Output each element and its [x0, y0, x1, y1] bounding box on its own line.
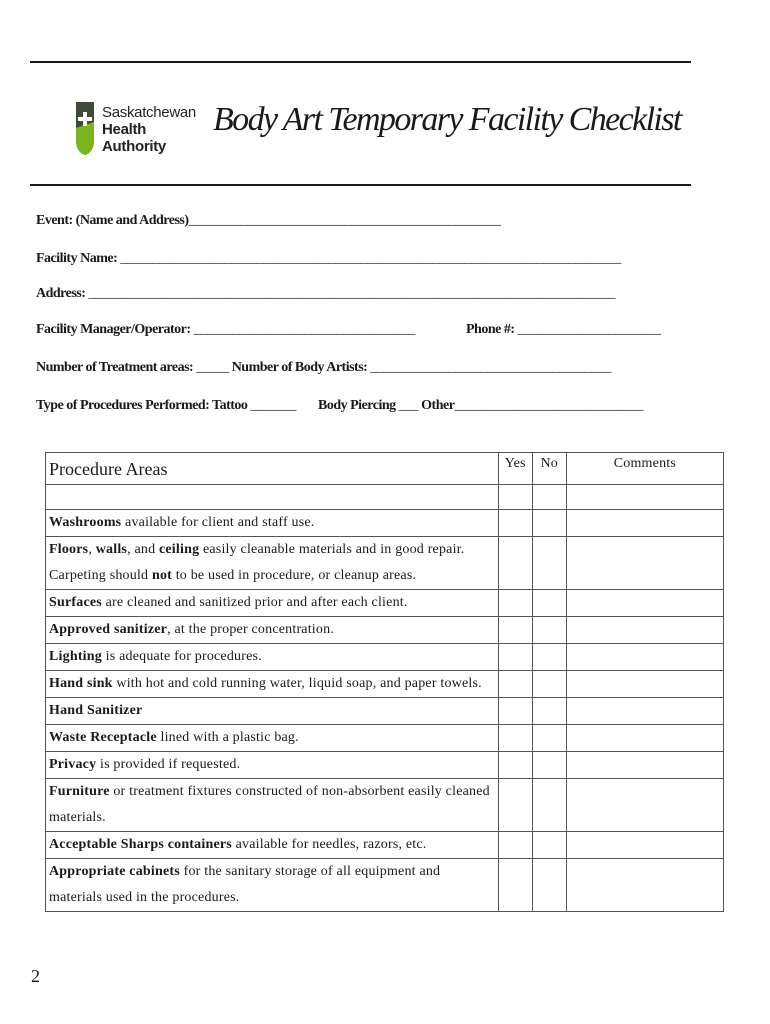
page-title: Body Art Temporary Facility Checklist [213, 101, 681, 138]
no-checkbox[interactable] [532, 832, 566, 859]
item-text: is adequate for procedures. [101, 649, 262, 664]
blank-cell [46, 485, 499, 510]
procedure-cell [46, 510, 499, 537]
piercing-label: Body Piercing [318, 398, 399, 413]
cross-shield-icon [74, 100, 96, 156]
item-bold: Washrooms [49, 515, 122, 530]
procedure-cell [46, 590, 499, 617]
comments-cell[interactable] [566, 644, 723, 671]
item-text: for the sanitary storage of all equipment and materials used in the procedures. [49, 864, 441, 905]
item-bold: Surfaces [49, 595, 102, 610]
yes-checkbox[interactable] [498, 537, 532, 590]
yes-checkbox[interactable] [498, 752, 532, 779]
item-text: available for client and staff use. [121, 515, 315, 530]
address-field[interactable] [36, 286, 615, 302]
comments-cell[interactable] [566, 671, 723, 698]
address-line[interactable]: _________________________________________________________________________________ [88, 286, 615, 301]
logo-line-2: Health Authority [102, 121, 166, 155]
item-bold: Furniture [49, 784, 110, 799]
table-row [46, 725, 724, 752]
no-checkbox[interactable] [532, 752, 566, 779]
procedure-cell [46, 859, 499, 912]
facility-name-line[interactable]: _____________________________________________________________________________ [120, 251, 621, 266]
item-text: with hot and cold running water, liquid soap, and paper towels. [112, 676, 482, 691]
item-bold: Appropriate cabinets [49, 864, 180, 879]
procedure-cell [46, 617, 499, 644]
yes-checkbox[interactable] [498, 644, 532, 671]
checklist-table [45, 452, 724, 912]
piercing-other-field[interactable] [318, 398, 643, 414]
comments-header: Comments [566, 453, 723, 485]
item-text: lined with a plastic bag. [156, 730, 299, 745]
blank-no-cell [532, 485, 566, 510]
table-row [46, 779, 724, 832]
event-line[interactable]: ________________________________________________ [188, 213, 501, 228]
counts-field[interactable] [36, 360, 611, 376]
yes-checkbox[interactable] [498, 671, 532, 698]
comments-cell[interactable] [566, 537, 723, 590]
item-bold: Lighting [49, 649, 102, 664]
no-checkbox[interactable] [532, 590, 566, 617]
item-bold: Approved sanitizer [49, 622, 168, 637]
body-artists-label: Number of Body Artists: [231, 360, 371, 375]
page-header [72, 96, 692, 160]
yes-checkbox[interactable] [498, 832, 532, 859]
top-rule [30, 61, 691, 63]
manager-field[interactable] [36, 322, 415, 338]
procedure-cell [46, 537, 499, 590]
item-text: , [88, 542, 96, 557]
table-row [46, 537, 724, 590]
item-bold: Hand Sanitizer [49, 703, 143, 718]
item-text: to be used in procedure, or cleanup areas. [172, 568, 417, 583]
table-row [46, 590, 724, 617]
no-checkbox[interactable] [532, 859, 566, 912]
blank-yes-cell [498, 485, 532, 510]
table-row [46, 698, 724, 725]
comments-cell[interactable] [566, 859, 723, 912]
item-text: , at the proper concentration. [167, 622, 334, 637]
yes-checkbox[interactable] [498, 510, 532, 537]
yes-checkbox[interactable] [498, 725, 532, 752]
procedures-field[interactable] [36, 398, 296, 414]
item-bold: Floors [49, 542, 89, 557]
no-checkbox[interactable] [532, 779, 566, 832]
procedures-label: Type of Procedures Performed: Tattoo [36, 398, 251, 413]
facility-name-field[interactable] [36, 251, 621, 267]
procedure-areas-header: Procedure Areas [46, 453, 499, 485]
item-text: is provided if requested. [96, 757, 241, 772]
phone-line[interactable]: ______________________ [517, 322, 661, 337]
item-bold: Waste Receptacle [49, 730, 157, 745]
no-checkbox[interactable] [532, 644, 566, 671]
table-row [46, 510, 724, 537]
no-checkbox[interactable] [532, 671, 566, 698]
item-text: or treatment fixtures constructed of non-absorbent easily cleaned materials. [49, 784, 490, 825]
item-bold: Privacy [49, 757, 97, 772]
table-row [46, 671, 724, 698]
other-line[interactable]: _____________________________ [454, 398, 643, 413]
procedure-cell [46, 698, 499, 725]
table-row [46, 617, 724, 644]
no-checkbox[interactable] [532, 725, 566, 752]
item-text: , and [127, 542, 159, 557]
yes-checkbox[interactable] [498, 698, 532, 725]
table-row [46, 644, 724, 671]
procedure-cell [46, 671, 499, 698]
body-artists-line[interactable]: _____________________________________ [370, 360, 611, 375]
yes-checkbox[interactable] [498, 779, 532, 832]
yes-checkbox[interactable] [498, 590, 532, 617]
comments-cell[interactable] [566, 510, 723, 537]
procedure-cell [46, 779, 499, 832]
logo-wordmark [102, 104, 212, 155]
yes-checkbox[interactable] [498, 859, 532, 912]
tattoo-line[interactable]: _______ [250, 398, 296, 413]
phone-label: Phone #: [466, 322, 518, 337]
table-row [46, 859, 724, 912]
comments-cell[interactable] [566, 752, 723, 779]
no-checkbox[interactable] [532, 698, 566, 725]
comments-cell[interactable] [566, 698, 723, 725]
header-rule [30, 184, 691, 186]
manager-label: Facility Manager/Operator: [36, 322, 194, 337]
item-bold: Hand sink [49, 676, 113, 691]
event-label: Event: (Name and Address) [36, 213, 189, 228]
piercing-line[interactable]: ___ [398, 398, 419, 413]
comments-cell[interactable] [566, 832, 723, 859]
phone-field[interactable] [466, 322, 661, 338]
item-text: available for needles, razors, etc. [231, 837, 427, 852]
treatment-areas-line[interactable]: _____ [196, 360, 229, 375]
item-bold: walls [95, 542, 128, 557]
yes-header: Yes [498, 453, 532, 485]
no-checkbox[interactable] [532, 537, 566, 590]
item-bold: ceiling [158, 542, 200, 557]
item-bold: Acceptable Sharps containers [49, 837, 232, 852]
event-field[interactable] [36, 213, 501, 229]
table-row [46, 832, 724, 859]
manager-line[interactable]: __________________________________ [193, 322, 415, 337]
no-checkbox[interactable] [532, 617, 566, 644]
sha-logo [72, 96, 212, 160]
blank-comments-cell [566, 485, 723, 510]
procedure-cell [46, 644, 499, 671]
treatment-areas-label: Number of Treatment areas: [36, 360, 197, 375]
yes-checkbox[interactable] [498, 617, 532, 644]
address-label: Address: [36, 286, 89, 301]
other-label: Other [421, 398, 455, 413]
comments-cell[interactable] [566, 590, 723, 617]
item-bold: not [151, 568, 173, 583]
comments-cell[interactable] [566, 779, 723, 832]
blank-row [46, 485, 724, 510]
procedure-cell [46, 832, 499, 859]
no-header: No [532, 453, 566, 485]
page-number: 2 [31, 966, 40, 986]
table-header-row [46, 453, 724, 485]
item-text: are cleaned and sanitized prior and after each client. [101, 595, 408, 610]
item-text: easily cleanable materials and in good repair. Carpeting should [49, 542, 465, 583]
procedure-cell [46, 725, 499, 752]
no-checkbox[interactable] [532, 510, 566, 537]
comments-cell[interactable] [566, 725, 723, 752]
table-row [46, 752, 724, 779]
procedure-cell [46, 752, 499, 779]
logo-line-1: Saskatchewan [102, 104, 196, 121]
comments-cell[interactable] [566, 617, 723, 644]
facility-name-label: Facility Name: [36, 251, 121, 266]
